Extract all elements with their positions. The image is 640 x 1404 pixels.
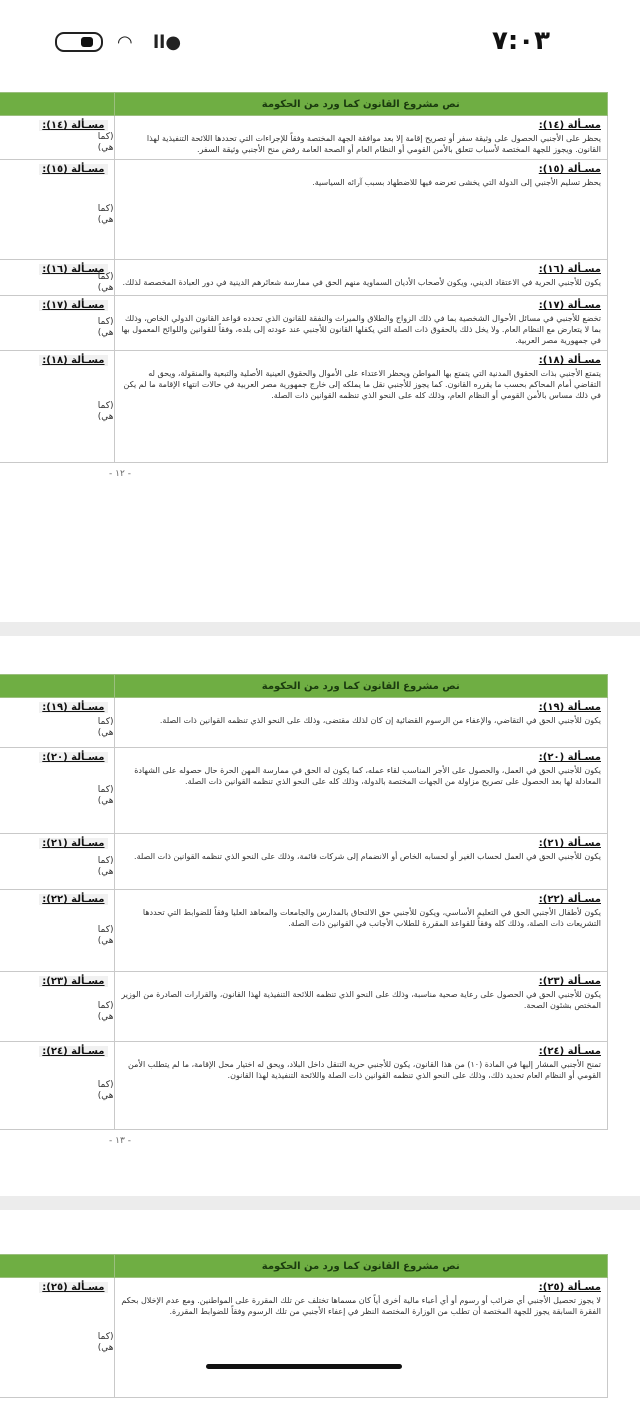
wifi-icon: ◠ bbox=[117, 32, 133, 53]
page-number bbox=[0, 1398, 240, 1404]
same-as-original: (كما هي) bbox=[97, 855, 114, 877]
gov-text-cell bbox=[114, 748, 608, 834]
article-title: مسـألة (٢٥): bbox=[39, 1282, 107, 1293]
table-row bbox=[0, 698, 608, 748]
opinion-text-cell bbox=[0, 834, 114, 890]
comparison-table bbox=[0, 1254, 608, 1398]
same-as-original: (كما هي) bbox=[97, 400, 114, 422]
gov-text-cell bbox=[114, 890, 608, 972]
opinion-text-cell bbox=[0, 972, 114, 1042]
comparison-table bbox=[0, 92, 608, 463]
opinion-text-cell bbox=[0, 1278, 114, 1398]
opinion-text-cell bbox=[0, 260, 114, 296]
opinion-column-header bbox=[0, 1255, 114, 1278]
gov-text-cell bbox=[114, 160, 608, 260]
home-indicator[interactable] bbox=[206, 1364, 402, 1369]
page-divider bbox=[0, 1196, 640, 1210]
opinion-text-cell bbox=[0, 1042, 114, 1130]
table-row bbox=[0, 834, 608, 890]
opinion-text-cell bbox=[0, 698, 114, 748]
article-title: مسـألة (٢١): bbox=[39, 838, 107, 849]
same-as-original: (كما هي) bbox=[97, 1079, 114, 1101]
article-text: يحظر على الأجنبي الحصول على وثيقة سفر أو تصريح إقامة إلا بعد موافقة الجهة المختصة وفقاً للإجراءات التي تحددها اللائحة التنفيذية لهذا القانون. ويجوز للجهة المختصة لأسباب تتعلق بالأمن القومي أو النظام العام أو الصحة العامة رفض منح الأجنبي وثيقة السفر. bbox=[146, 134, 601, 154]
article-title: مسـألة (٢٢): bbox=[538, 894, 601, 905]
article-text: يكون للأجنبي الحق في العمل، والحصول على الأجر المناسب لقاء عمله، كما يكون له الحق في ممارسة المهن الحرة حال حصوله على الشهادة المعادلة لها بعد الحصول على تصريح مزاولة من الجهات المختصة بالدولة، وذلك كله على النحو الذي تنظمه القوانين ذات الصلة. bbox=[134, 766, 601, 786]
opinion-text-cell bbox=[0, 351, 114, 463]
article-title: مسـألة (١٦): bbox=[538, 264, 601, 275]
article-title: مسـألة (٢٤): bbox=[39, 1046, 107, 1057]
same-as-original: (كما هي) bbox=[97, 203, 114, 225]
opinion-column-header bbox=[0, 93, 114, 116]
article-title: مسـألة (١٩): bbox=[39, 702, 107, 713]
table-row bbox=[0, 890, 608, 972]
article-text: يكون للأجنبي الحق في الحصول على رعاية صحية مناسبة، وذلك على النحو الذي تنظمه اللائحة التنفيذية لهذا القانون، والقرارات الصادرة من الوزير المختص بشئون الصحة. bbox=[121, 990, 601, 1010]
gov-text-cell bbox=[114, 834, 608, 890]
article-title: مسـألة (٢٣): bbox=[538, 976, 601, 987]
table-row bbox=[0, 116, 608, 160]
article-title: مسـألة (١٤): bbox=[39, 120, 107, 131]
same-as-original: (كما هي) bbox=[97, 271, 114, 293]
gov-text-cell bbox=[114, 972, 608, 1042]
article-text: تخضع للأجنبي في مسائل الأحوال الشخصية بما في ذلك الزواج والطلاق والميراث والنفقة للقانون الذي تحدده قواعد القانون الدولي الخاص، وذلك بما لا يتعارض مع النظام العام. ولا يخل ذلك بالحقوق ذات الصلة التي يكفلها القانون للأجنبي عند عودته إلى بلده، وفقاً للقوانين واللوائح المعمول بها في جمهورية مصر العربية. bbox=[121, 314, 601, 345]
table-row bbox=[0, 260, 608, 296]
table-row bbox=[0, 160, 608, 260]
table-row bbox=[0, 748, 608, 834]
same-as-original: (كما هي) bbox=[97, 784, 114, 806]
article-text: يكون للأجنبي الحرية في الاعتقاد الديني، ويكون لأصحاب الأديان السماوية منهم الحق في ممارسة شعائرهم الدينية في دور العبادة المخصصة لذلك. bbox=[122, 278, 601, 287]
article-title: مسـألة (٢٣): bbox=[39, 976, 107, 987]
article-text: يكون للأجنبي الحق في التقاضي، والإعفاء من الرسوم القضائية إن كان لذلك مقتضى، وذلك على النحو الذي تنظمه القوانين ذات الصلة. bbox=[159, 716, 601, 725]
gov-column-header: نص مشروع القانون كما ورد من الحكومة bbox=[114, 675, 608, 698]
table-row bbox=[0, 1278, 608, 1398]
gov-text-cell bbox=[114, 260, 608, 296]
article-title: مسـألة (١٧): bbox=[538, 300, 601, 311]
status-bar bbox=[0, 0, 640, 82]
opinion-column-header bbox=[0, 675, 114, 698]
table-row bbox=[0, 1042, 608, 1130]
same-as-original: (كما هي) bbox=[97, 924, 114, 946]
article-text: يكون لأطفال الأجنبي الحق في التعليم الأساسي، ويكون للأجنبي حق الالتحاق بالمدارس والجامعات والمعاهد العليا وفقاً للضوابط التي تحددها التشريعات ذات الصلة، وذلك كله وفقاً للقواعد المقررة للطلاب الأجانب في القوانين ذات الصلة. bbox=[142, 908, 601, 928]
article-title: مسـألة (١٨): bbox=[39, 355, 107, 366]
same-as-original: (كما هي) bbox=[97, 1331, 114, 1353]
article-text: يتمتع الأجنبي بذات الحقوق المدنية التي يتمتع بها المواطن ويحظر الاعتداء على الأموال والحقوق العينية الأصلية والتبعية والمنقولة، ويحق له التقاضي أمام المحاكم بحسب ما يقرره القانون. كما يجوز للأجنبي نقل ما يملكه إلى خارج جمهورية مصر العربية في حالات انتهاء الإقامة ما لم يكن في ذلك مساس بالأمن القومي أو النظام العام، وذلك كله على النحو الذي تنظمه القوانين ذات الصلة. bbox=[123, 369, 601, 400]
article-title: مسـألة (٢٤): bbox=[538, 1046, 601, 1057]
page-divider bbox=[0, 622, 640, 636]
article-title: مسـألة (١٥): bbox=[39, 164, 107, 175]
comparison-table bbox=[0, 674, 608, 1130]
opinion-text-cell bbox=[0, 116, 114, 160]
same-as-original: (كما هي) bbox=[97, 131, 114, 153]
gov-text-cell bbox=[114, 116, 608, 160]
page-number: - ١٣ - bbox=[109, 1136, 131, 1146]
gov-text-cell bbox=[114, 351, 608, 463]
status-time: ٧:٠٣ bbox=[492, 26, 551, 56]
article-title: مسـألة (٢٥): bbox=[538, 1282, 601, 1293]
opinion-text-cell bbox=[0, 160, 114, 260]
article-text: تمنح الأجنبي المشار إليها في المادة (١٠) من هذا القانون، يكون للأجنبي حرية التنقل داخل البلاد، ويحق له اختيار محل الإقامة، ما لم يتطلب الأمن القومي أو النظام العام تحديد ذلك، وذلك على النحو الذي تنظمه القوانين ذات الصلة واللائحة التنفيذية لهذا القانون. bbox=[128, 1060, 601, 1080]
gov-text-cell bbox=[114, 296, 608, 351]
article-text: يحظر تسليم الأجنبي إلى الدولة التي يخشى تعرضه فيها للاضطهاد بسبب آرائه السياسية. bbox=[312, 178, 601, 187]
article-title: مسـألة (٢٠): bbox=[538, 752, 601, 763]
gov-text-cell bbox=[114, 698, 608, 748]
same-as-original: (كما هي) bbox=[97, 1000, 114, 1022]
gov-text-cell bbox=[114, 1042, 608, 1130]
page-number: - ١٢ - bbox=[109, 469, 131, 479]
same-as-original: (كما هي) bbox=[97, 317, 114, 338]
battery-icon bbox=[55, 32, 103, 52]
article-text: لا يجوز تحصيل الأجنبي أي ضرائب أو رسوم أو أي أعباء مالية أخرى أياً كان مسماها تختلف عن تلك المقررة على المواطنين. ومع عدم الإخلال بحكم الفقرة السابقة يجوز للجهة المختصة أن تطلب من الوزارة المختصة النظر في إعفاء الأجنبي من تلك الرسوم وفقاً للضوابط المقررة. bbox=[121, 1296, 601, 1316]
article-text: يكون للأجنبي الحق في العمل لحساب الغير أو لحسابه الخاص أو الانضمام إلى شركات قائمة، وذلك على النحو الذي تنظمه القوانين ذات الصلة. bbox=[134, 852, 601, 861]
article-title: مسـألة (١٩): bbox=[538, 702, 601, 713]
same-as-original: (كما هي) bbox=[97, 716, 114, 738]
gov-column-header: نص مشروع القانون كما ورد من الحكومة bbox=[114, 1255, 608, 1278]
opinion-text-cell bbox=[0, 296, 114, 351]
article-title: مسـألة (١٨): bbox=[538, 355, 601, 366]
article-title: مسـألة (٢٢): bbox=[39, 894, 107, 905]
article-title: مسـألة (١٤): bbox=[538, 120, 601, 131]
article-title: مسـألة (٢٠): bbox=[39, 752, 107, 763]
article-title: مسـألة (١٦): bbox=[39, 264, 107, 275]
table-row bbox=[0, 972, 608, 1042]
article-title: مسـألة (١٧): bbox=[39, 300, 107, 311]
table-row bbox=[0, 296, 608, 351]
document-page bbox=[0, 92, 608, 479]
gov-column-header: نص مشروع القانون كما ورد من الحكومة bbox=[114, 93, 608, 116]
opinion-text-cell bbox=[0, 890, 114, 972]
signal-icon: ll● bbox=[153, 32, 182, 53]
article-title: مسـألة (١٥): bbox=[538, 164, 601, 175]
gov-text-cell bbox=[114, 1278, 608, 1398]
opinion-text-cell bbox=[0, 748, 114, 834]
article-title: مسـألة (٢١): bbox=[538, 838, 601, 849]
document-page bbox=[0, 674, 608, 1146]
table-row bbox=[0, 351, 608, 463]
